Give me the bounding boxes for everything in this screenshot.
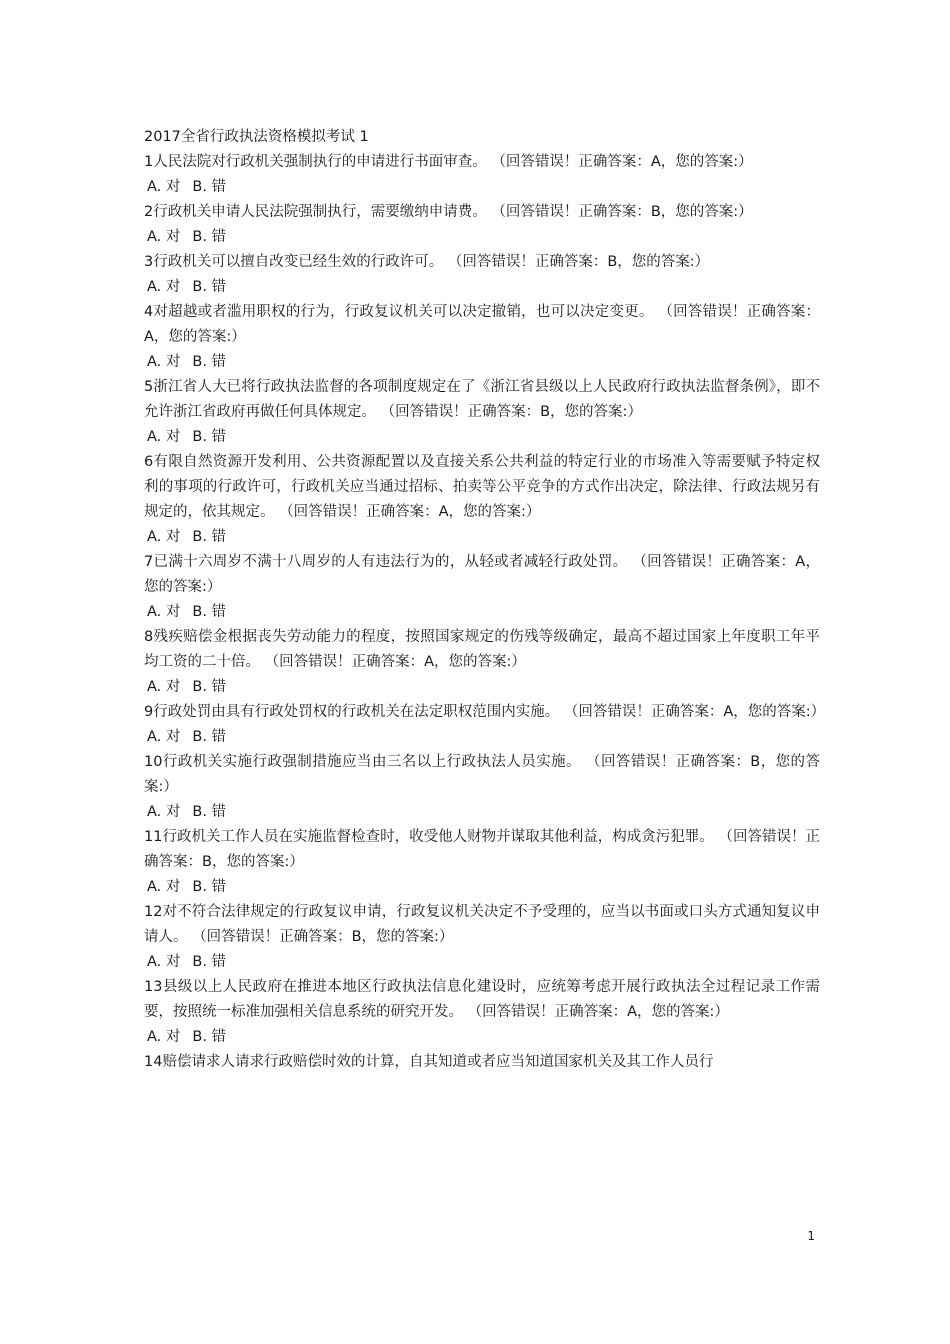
question-6: 6有限自然资源开发利用、公共资源配置以及直接关系公共利益的特定行业的市场准入等需要赋予特定权利的事项的行政许可，行政机关应当通过招标、拍卖等公平竞争的方式作出决定，除法律、行政法规另有规定的，依其规定。 （回答错误！正确答案：A，您的答案:） — [144, 454, 820, 520]
question-2-options — [144, 225, 820, 250]
option-a: A. 对 — [147, 1029, 181, 1045]
option-a: A. 对 — [147, 679, 181, 695]
option-b: B. 错 — [192, 954, 227, 970]
question-8-options — [144, 675, 820, 700]
question-7-options — [144, 600, 820, 625]
option-a: A. 对 — [147, 529, 181, 545]
option-b: B. 错 — [192, 804, 227, 820]
question-13: 13县级以上人民政府在推进本地区行政执法信息化建设时，应统筹考虑开展行政执法全过程记录工作需要，按照统一标准加强相关信息系统的研究开发。 （回答错误！正确答案：A，您的答案:） — [144, 979, 820, 1020]
question-10: 10行政机关实施行政强制措施应当由三名以上行政执法人员实施。 （回答错误！正确答案：B，您的答案:） — [144, 754, 820, 795]
option-a: A. 对 — [147, 604, 181, 620]
question-9: 9行政处罚由具有行政处罚权的行政机关在法定职权范围内实施。 （回答错误！正确答案：A，您的答案:） — [144, 704, 826, 720]
question-7: 7已满十六周岁不满十八周岁的人有违法行为的，从轻或者减轻行政处罚。 （回答错误！正确答案：A，您的答案:） — [144, 554, 820, 595]
option-b: B. 错 — [192, 229, 227, 245]
question-3-options — [144, 275, 820, 300]
question-12: 12对不符合法律规定的行政复议申请，行政复议机关决定不予受理的，应当以书面或口头方式通知复议申请人。 （回答错误！正确答案：B，您的答案:） — [144, 904, 820, 945]
document-body — [144, 125, 826, 1075]
question-5-options — [144, 425, 820, 450]
question-4-options — [144, 350, 820, 375]
question-11: 11行政机关工作人员在实施监督检查时，收受他人财物并谋取其他利益，构成贪污犯罪。 （回答错误！正确答案：B，您的答案:） — [144, 829, 820, 870]
option-a: A. 对 — [147, 729, 181, 745]
option-b: B. 错 — [192, 529, 227, 545]
option-b: B. 错 — [192, 729, 227, 745]
option-b: B. 错 — [192, 679, 227, 695]
document-title: 2017全省行政执法资格模拟考试 1 — [144, 129, 369, 145]
question-5: 5浙江省人大已将行政执法监督的各项制度规定在了《浙江省县级以上人民政府行政执法监督条例》，即不允许浙江省政府再做任何具体规定。 （回答错误！正确答案：B，您的答案:） — [144, 379, 820, 420]
option-a: A. 对 — [147, 179, 181, 195]
option-b: B. 错 — [192, 879, 227, 895]
option-a: A. 对 — [147, 879, 181, 895]
question-2: 2行政机关申请人民法院强制执行，需要缴纳申请费。 （回答错误！正确答案：B，您的答案:） — [144, 204, 753, 220]
option-b: B. 错 — [192, 179, 227, 195]
question-13-options — [144, 1025, 820, 1050]
option-a: A. 对 — [147, 804, 181, 820]
question-14: 14赔偿请求人请求行政赔偿时效的计算，自其知道或者应当知道国家机关及其工作人员行 — [144, 1054, 714, 1070]
option-a: A. 对 — [147, 354, 181, 370]
question-12-options — [144, 950, 820, 975]
option-a: A. 对 — [147, 954, 181, 970]
question-6-options — [144, 525, 820, 550]
option-a: A. 对 — [147, 429, 181, 445]
question-9-options — [144, 725, 820, 750]
option-b: B. 错 — [192, 354, 227, 370]
option-b: B. 错 — [192, 279, 227, 295]
question-1-options — [144, 175, 820, 200]
question-8: 8残疾赔偿金根据丧失劳动能力的程度，按照国家规定的伤残等级确定，最高不超过国家上年度职工年平均工资的二十倍。 （回答错误！正确答案：A，您的答案:） — [144, 629, 820, 670]
option-a: A. 对 — [147, 229, 181, 245]
question-3: 3行政机关可以擅自改变已经生效的行政许可。 （回答错误！正确答案：B，您的答案:） — [144, 254, 710, 270]
option-a: A. 对 — [147, 279, 181, 295]
option-b: B. 错 — [192, 604, 227, 620]
question-10-options — [144, 800, 820, 825]
page-number: 1 — [807, 1229, 815, 1243]
option-b: B. 错 — [192, 1029, 227, 1045]
question-1: 1人民法院对行政机关强制执行的申请进行书面审查。 （回答错误！正确答案：A，您的答案:） — [144, 154, 753, 170]
question-4: 4对超越或者滥用职权的行为，行政复议机关可以决定撤销，也可以决定变更。 （回答错误！正确答案：A，您的答案:） — [144, 304, 820, 345]
option-b: B. 错 — [192, 429, 227, 445]
question-11-options — [144, 875, 820, 900]
